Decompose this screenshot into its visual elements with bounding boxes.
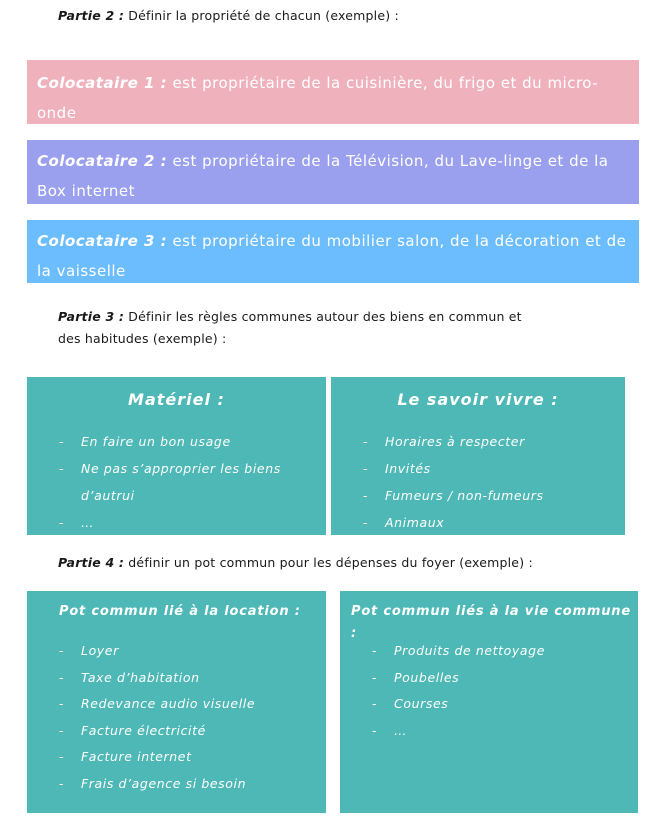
partie4-text: définir un pot commun pour les dépenses du foyer (exemple) : — [128, 555, 533, 570]
pot-vie-commune-title: Pot commun liés à la vie commune : — [351, 604, 631, 641]
colocataire-3-band — [27, 220, 639, 283]
pot-vie-commune-list — [340, 638, 638, 744]
list-item: - … — [59, 515, 95, 530]
list-item: - Loyer — [59, 643, 119, 658]
pot-location-list — [27, 638, 326, 797]
savoir-vivre-title: Le savoir vivre : — [397, 390, 559, 409]
partie3-heading — [58, 306, 538, 350]
colocataire-1-text: est propriétaire de la cuisinière, du frigo et du micro-onde — [37, 74, 599, 122]
colocataire-1-label: Colocataire 1 : — [37, 74, 168, 92]
pot-vie-commune-box — [340, 591, 638, 813]
colocataire-2-band — [27, 140, 639, 204]
colocataire-3-label: Colocataire 3 : — [37, 232, 168, 250]
savoir-vivre-list — [331, 428, 625, 536]
list-item: - Horaires à respecter — [363, 434, 525, 449]
list-item: - Animaux — [363, 515, 445, 530]
partie2-heading — [58, 5, 399, 27]
list-item: - Poubelles — [372, 669, 460, 685]
partie2-text: Définir la propriété de chacun (exemple) : — [128, 8, 399, 23]
list-item: - Courses — [372, 696, 449, 711]
colocataire-1-band — [27, 60, 639, 124]
partie4-label: Partie 4 : — [58, 555, 125, 570]
list-item: - Produits de nettoyage — [372, 643, 545, 658]
list-item: - Taxe d’habitation — [59, 669, 200, 685]
colocataire-3-text: est propriétaire du mobilier salon, de la décoration et de la vaisselle — [37, 232, 627, 280]
pot-location-title: Pot commun lié à la location : — [59, 604, 301, 619]
colocataire-2-text: est propriétaire de la Télévision, du Lave-linge et de la Box internet — [37, 152, 609, 200]
list-item: - Facture électricité — [59, 722, 206, 738]
materiel-list — [27, 428, 326, 536]
list-item: - Redevance audio visuelle — [59, 696, 256, 711]
list-item: - Frais d’agence si besoin — [59, 775, 247, 791]
partie3-text: Définir les règles communes autour des biens en commun et des habitudes (exemple) : — [58, 309, 522, 346]
partie3-label: Partie 3 : — [58, 309, 125, 324]
list-item: - Facture internet — [59, 749, 192, 764]
list-item: - Invités — [363, 461, 431, 476]
materiel-box — [27, 377, 326, 535]
materiel-title: Matériel : — [128, 390, 225, 409]
partie4-heading — [58, 552, 533, 574]
colocataire-2-label: Colocataire 2 : — [37, 152, 168, 170]
partie2-label: Partie 2 : — [58, 8, 125, 23]
list-item: - Fumeurs / non-fumeurs — [363, 488, 544, 503]
list-item: - Ne pas s’approprier les biens d’autrui — [59, 461, 281, 503]
savoir-vivre-box — [331, 377, 625, 535]
list-item: - En faire un bon usage — [59, 434, 231, 449]
pot-location-box — [27, 591, 326, 813]
list-item: - … — [372, 722, 408, 738]
